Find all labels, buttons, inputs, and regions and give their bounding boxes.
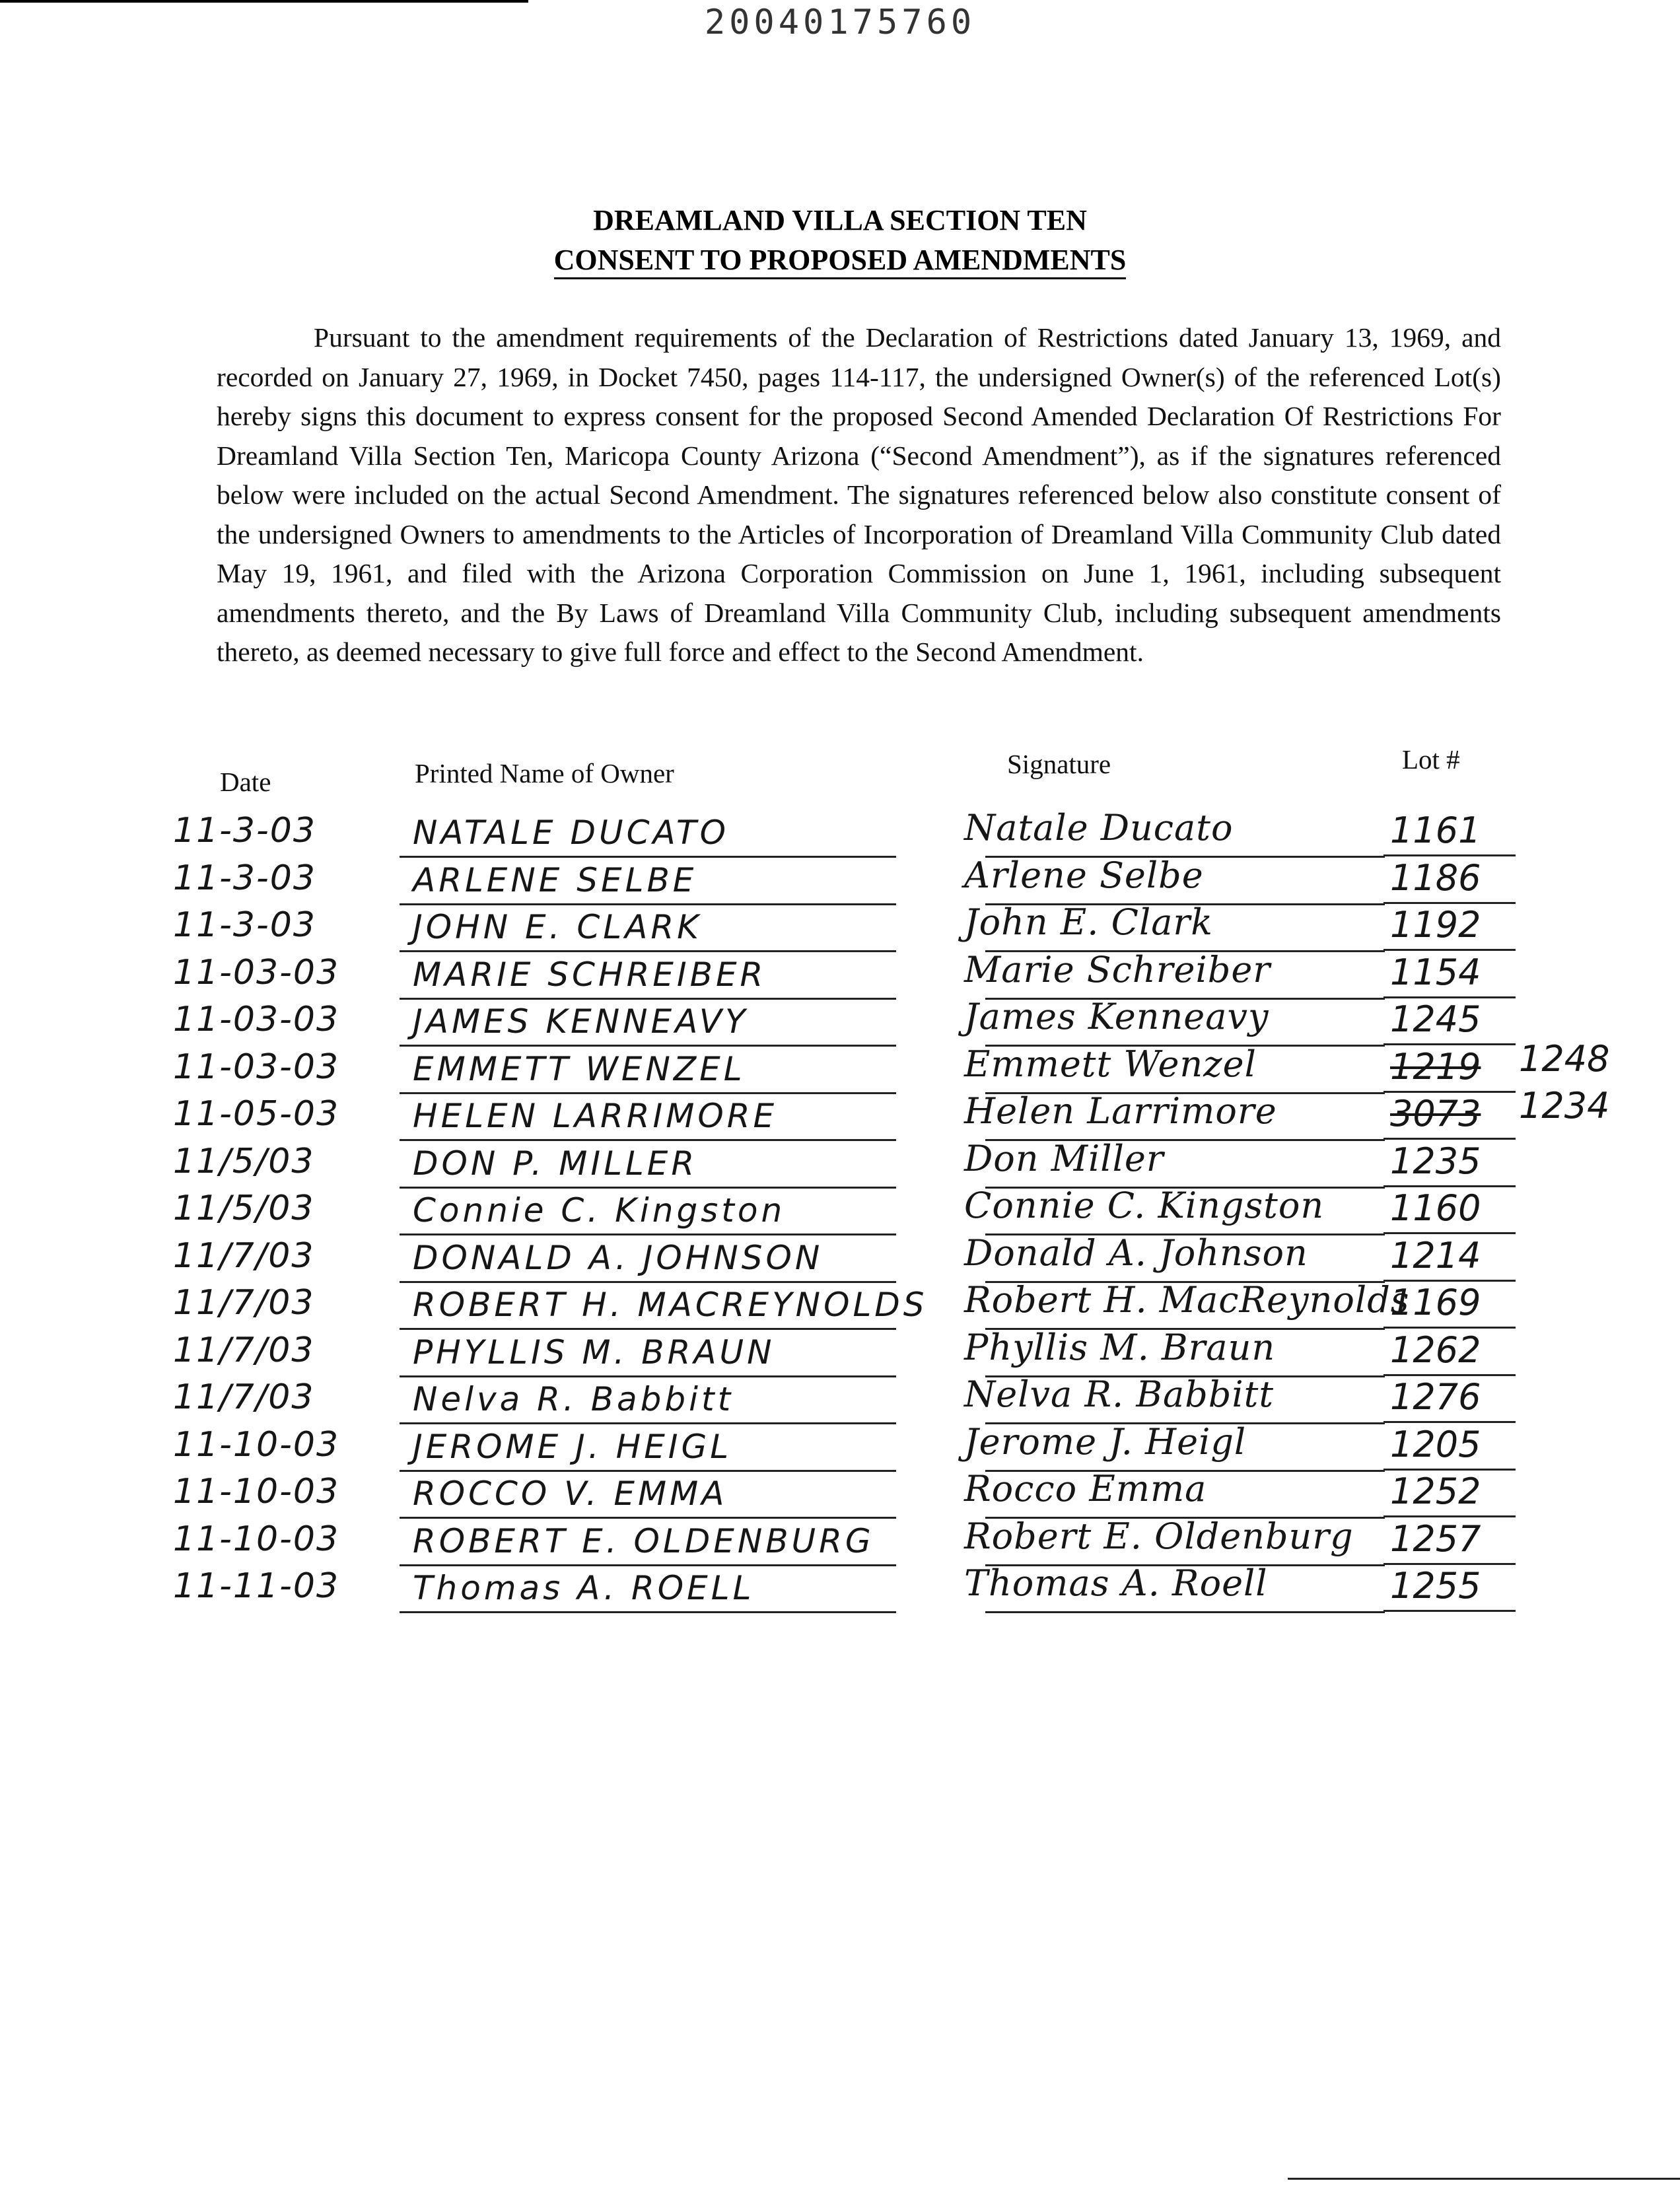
lot-number-entry: 1276 xyxy=(1390,1376,1481,1418)
document-number: 20040175760 xyxy=(704,3,976,42)
owner-name-entry: Nelva R. Babbitt xyxy=(413,1380,734,1418)
date-entry: 11-05-03 xyxy=(173,1094,340,1134)
owner-name-entry: Thomas A. ROELL xyxy=(413,1569,755,1607)
date-entry: 11-03-03 xyxy=(173,1047,340,1087)
lot-number-correction: 1248 xyxy=(1519,1037,1610,1080)
signature-entry: Donald A. Johnson xyxy=(964,1232,1308,1274)
date-entry: 11-3-03 xyxy=(173,905,316,945)
lot-number-entry: 1169 xyxy=(1390,1282,1481,1323)
lot-number-entry: 1160 xyxy=(1390,1187,1481,1229)
owner-name-entry: ROCCO V. EMMA xyxy=(413,1475,728,1513)
lot-number-entry: 1214 xyxy=(1390,1234,1481,1276)
lot-number-entry: 3073 xyxy=(1390,1093,1481,1134)
signature-entry: Emmett Wenzel xyxy=(964,1043,1257,1085)
signature-entry: Arlene Selbe xyxy=(964,854,1204,896)
lot-number-entry: 1205 xyxy=(1390,1423,1481,1465)
signature-entry: Rocco Emma xyxy=(964,1468,1207,1510)
lot-number-correction: 1234 xyxy=(1519,1085,1610,1127)
signature-entry: James Kenneavy xyxy=(964,996,1269,1037)
lot-number-entry: 1255 xyxy=(1390,1565,1481,1607)
name-underline xyxy=(400,1611,896,1613)
owner-name-entry: PHYLLIS M. BRAUN xyxy=(413,1333,775,1371)
owner-name-entry: DON P. MILLER xyxy=(413,1144,698,1183)
lot-number-entry: 1186 xyxy=(1390,856,1481,899)
signature-entry: Phyllis M. Braun xyxy=(964,1326,1276,1368)
owner-name-entry: JOHN E. CLARK xyxy=(413,908,702,946)
owner-name-entry: EMMETT WENZEL xyxy=(413,1049,746,1088)
column-header-signature: Signature xyxy=(1007,749,1111,779)
date-entry: 11-3-03 xyxy=(173,858,316,898)
date-entry: 11-03-03 xyxy=(173,1000,340,1039)
owner-name-entry: Connie C. Kingston xyxy=(413,1191,786,1230)
lot-number-entry: 1192 xyxy=(1390,904,1481,946)
lot-number-entry: 1245 xyxy=(1390,998,1481,1040)
signature-entry: Marie Schreiber xyxy=(964,948,1271,990)
column-header-date: Date xyxy=(220,767,271,797)
lot-number-entry: 1219 xyxy=(1390,1045,1481,1088)
date-entry: 11-11-03 xyxy=(173,1566,340,1606)
owner-name-entry: MARIE SCHREIBER xyxy=(413,955,767,994)
signature-entry: Robert H. MacReynolds xyxy=(964,1279,1410,1321)
lot-number-entry: 1235 xyxy=(1390,1140,1481,1182)
date-entry: 11/7/03 xyxy=(173,1330,315,1370)
signature-entry: Natale Ducato xyxy=(964,807,1234,849)
lot-number-entry: 1257 xyxy=(1390,1517,1481,1560)
owner-name-entry: JAMES KENNEAVY xyxy=(413,1002,749,1041)
date-entry: 11-10-03 xyxy=(173,1519,340,1559)
signature-entry: Thomas A. Roell xyxy=(964,1562,1268,1604)
signature-entry: John E. Clark xyxy=(964,901,1213,943)
owner-name-entry: ROBERT E. OLDENBURG xyxy=(413,1521,874,1560)
lot-number-entry: 1262 xyxy=(1390,1329,1481,1371)
lot-underline xyxy=(1383,1610,1516,1612)
document-subtitle: CONSENT TO PROPOSED AMENDMENTS xyxy=(0,243,1680,277)
table-row xyxy=(0,1562,1680,1618)
date-entry: 11/7/03 xyxy=(173,1283,315,1323)
consent-paragraph: Pursuant to the amendment requirements of the Declaration of Restrictions dated January 13, 1969, and recorded on January 27, 1969, in Docket 7450, pages 114-117, the undersigned Owner(s) of the referenced Lot(s) hereby signs this document to express consent for the proposed Second Amended Declaration Of Restrictions For Dreamland Villa Section Ten, Maricopa County Arizona (“Second Amendment”), as if the signatures referenced below were included on the actual Second Amendment. The signatures referenced below also constitute consent of the undersigned Owners to amendments to the Articles of Incorporation of Dreamland Villa Community Club dated May 19, 1961, and filed with the Arizona Corporation Commission on June 1, 1961, including subsequent amendments thereto, and the By Laws of Dreamland Villa Community Club, including subsequent amendments thereto, as deemed necessary to give full force and effect to the Second Amendment. xyxy=(217,322,1501,667)
signature-entry: Connie C. Kingston xyxy=(964,1185,1325,1226)
signature-entry: Don Miller xyxy=(964,1137,1164,1179)
signature-entry: Helen Larrimore xyxy=(964,1090,1277,1132)
lot-number-entry: 1154 xyxy=(1390,951,1481,993)
date-entry: 11/5/03 xyxy=(173,1141,315,1181)
column-header-name: Printed Name of Owner xyxy=(415,758,674,788)
owner-name-entry: ROBERT H. MACREYNOLDS xyxy=(413,1286,928,1324)
owner-name-entry: JEROME J. HEIGL xyxy=(413,1427,732,1466)
date-entry: 11-10-03 xyxy=(173,1472,340,1511)
column-header-lot: Lot # xyxy=(1402,744,1460,775)
owner-name-entry: ARLENE SELBE xyxy=(413,860,697,899)
owner-name-entry: NATALE DUCATO xyxy=(413,814,729,852)
date-entry: 11-03-03 xyxy=(173,952,340,992)
date-entry: 11/7/03 xyxy=(173,1377,315,1417)
owner-name-entry: HELEN LARRIMORE xyxy=(413,1097,778,1135)
date-entry: 11/7/03 xyxy=(173,1235,315,1276)
date-entry: 11/5/03 xyxy=(173,1189,315,1228)
date-entry: 11-3-03 xyxy=(173,811,316,850)
scan-edge-rule-bottom xyxy=(1288,2178,1680,2180)
signature-entry: Robert E. Oldenburg xyxy=(964,1515,1354,1557)
date-entry: 11-10-03 xyxy=(173,1424,340,1465)
lot-number-entry: 1161 xyxy=(1390,810,1481,851)
signature-underline xyxy=(985,1611,1385,1613)
lot-number-entry: 1252 xyxy=(1390,1471,1481,1512)
signature-entry: Jerome J. Heigl xyxy=(964,1420,1247,1463)
signature-entry: Nelva R. Babbitt xyxy=(964,1373,1275,1415)
owner-name-entry: DONALD A. JOHNSON xyxy=(413,1238,823,1277)
document-title: DREAMLAND VILLA SECTION TEN xyxy=(593,204,1087,236)
